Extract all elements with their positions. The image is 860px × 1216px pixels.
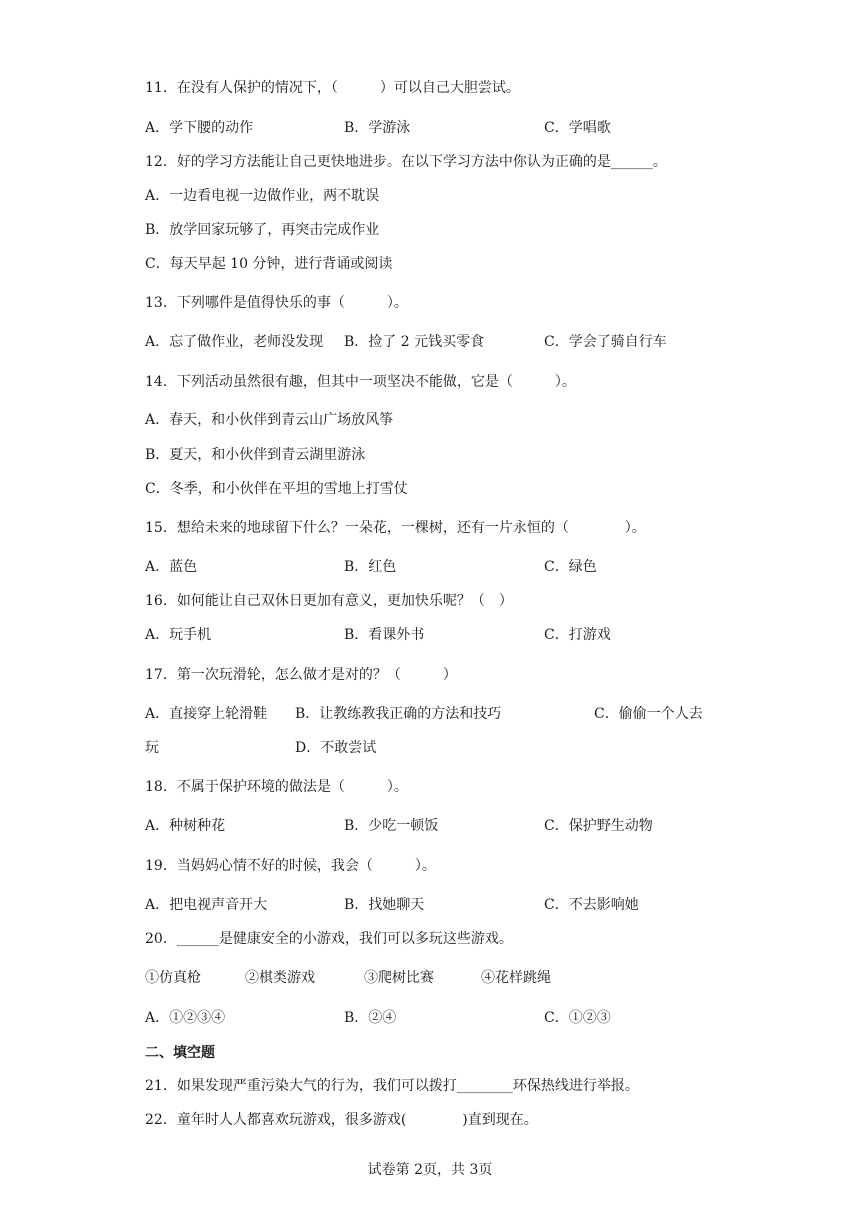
- question-19: 19．当妈妈心情不好的时候，我会（ ）。: [145, 858, 436, 874]
- question-16: 16．如何能让自己双休日更加有意义，更加快乐呢？（ ）: [145, 593, 513, 609]
- q19-option-c: C．不去影响她: [544, 897, 639, 913]
- question-11: 11．在没有人保护的情况下，（ ）可以自己大胆尝试。: [145, 80, 520, 96]
- q14-option-c: C．冬季，和小伙伴在平坦的雪地上打雪仗: [145, 481, 408, 497]
- question-12: 12．好的学习方法能让自己更快地进步。在以下学习方法中你认为正确的是______。: [145, 154, 667, 170]
- question-17: 17．第一次玩滑轮，怎么做才是对的？（ ）: [145, 667, 457, 683]
- q20-item-2: ②棋类游戏: [245, 970, 315, 986]
- question-21: 21．如果发现严重污染大气的行为，我们可以拨打________环保热线进行举报。: [145, 1078, 639, 1094]
- q18-option-b: B．少吃一顿饭: [344, 818, 439, 834]
- q20-option-b: B．②④: [344, 1010, 397, 1026]
- q14-option-b: B．夏天，和小伙伴到青云湖里游泳: [145, 447, 366, 463]
- q12-option-a: A．一边看电视一边做作业，两不耽误: [145, 188, 380, 204]
- question-22: 22．童年时人人都喜欢玩游戏，很多游戏( )直到现在。: [145, 1112, 538, 1128]
- q20-option-a: A．①②③④: [145, 1010, 226, 1026]
- question-15: 15．想给未来的地球留下什么？一朵花，一棵树，还有一片永恒的（ ）。: [145, 520, 646, 536]
- q20-item-3: ③爬树比赛: [364, 970, 434, 986]
- q12-option-c: C．每天早起 10 分钟，进行背诵或阅读: [145, 256, 393, 272]
- q18-option-a: A．种树种花: [145, 818, 226, 834]
- q20-option-c: C．①②③: [544, 1010, 611, 1026]
- q18-option-c: C．保护野生动物: [544, 818, 653, 834]
- q17-option-b: B．让教练教我正确的方法和技巧: [295, 706, 502, 722]
- q11-option-a: A．学下腰的动作: [145, 120, 254, 136]
- q11-option-b: B．学游泳: [344, 120, 411, 136]
- question-18: 18．不属于保护环境的做法是（ ）。: [145, 779, 408, 795]
- q17-option-c-wrap: 玩: [145, 740, 159, 756]
- q17-option-a: A．直接穿上轮滑鞋: [145, 706, 268, 722]
- q16-option-a: A．玩手机: [145, 627, 212, 643]
- q15-option-b: B．红色: [344, 559, 397, 575]
- q15-option-c: C．绿色: [544, 559, 597, 575]
- q13-option-b: B．捡了 2 元钱买零食: [344, 334, 485, 350]
- q13-option-c: C．学会了骑自行车: [544, 334, 667, 350]
- q20-item-4: ④花样跳绳: [481, 970, 551, 986]
- question-13: 13．下列哪件是值得快乐的事（ ）。: [145, 295, 408, 311]
- q12-option-b: B．放学回家玩够了，再突击完成作业: [145, 222, 380, 238]
- question-20: 20．______是健康安全的小游戏，我们可以多玩这些游戏。: [145, 931, 513, 947]
- q19-option-b: B．找她聊天: [344, 897, 425, 913]
- q20-item-1: ①仿真枪: [145, 970, 201, 986]
- q16-option-b: B．看课外书: [344, 627, 425, 643]
- q17-option-d: D．不敢尝试: [295, 740, 377, 756]
- q14-option-a: A．春天，和小伙伴到青云山广场放风筝: [145, 412, 394, 428]
- q13-option-a: A．忘了做作业，老师没发现: [145, 334, 324, 350]
- question-14: 14．下列活动虽然很有趣，但其中一项坚决不能做，它是（ ）。: [145, 374, 576, 390]
- page-footer: 试卷第 2页，共 3页: [367, 1162, 493, 1178]
- q15-option-a: A．蓝色: [145, 559, 198, 575]
- section-title: 二、填空题: [145, 1045, 215, 1061]
- q19-option-a: A．把电视声音开大: [145, 897, 268, 913]
- q16-option-c: C．打游戏: [544, 627, 611, 643]
- q17-option-c: C．偷偷一个人去: [594, 706, 703, 722]
- q11-option-c: C．学唱歌: [544, 120, 611, 136]
